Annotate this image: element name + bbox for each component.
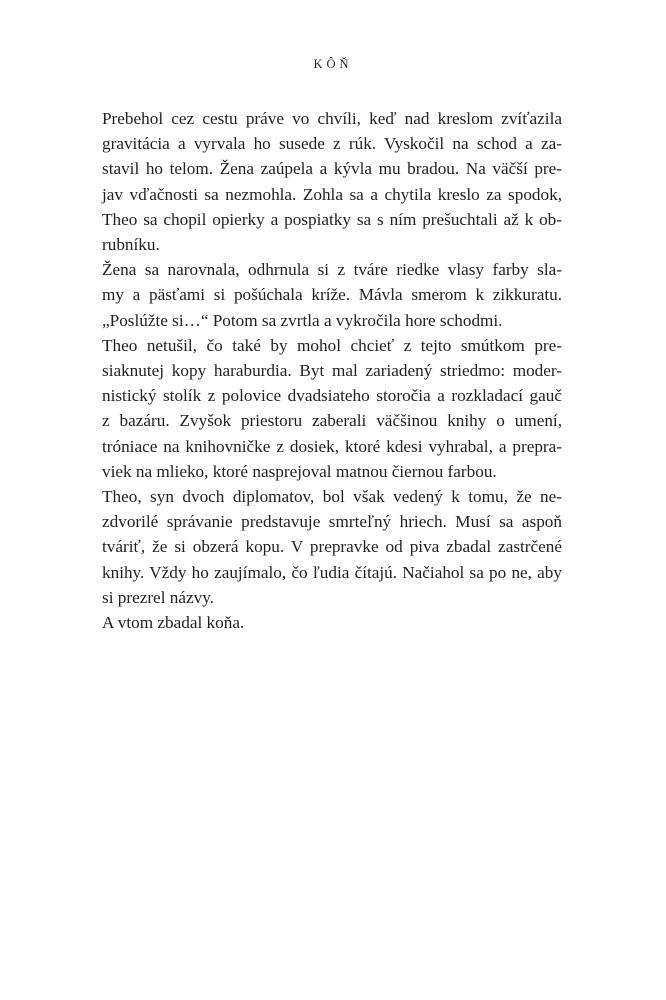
text-line: si prezrel názvy. [102, 587, 214, 607]
text-line: Žena sa narovnala, odhrnula si z tváre riedke vlasy farby sla- [102, 260, 562, 280]
text-line: tróniace na knihovničke z dosiek, ktoré kdesi vyhrabal, a prepra- [102, 436, 562, 456]
paragraph-4 [102, 484, 562, 610]
running-head: KÔŇ [313, 57, 353, 71]
body-text [102, 106, 562, 635]
text-line: jav vďačnosti sa nezmohla. Zohla sa a chytila kreslo za spodok, [102, 184, 562, 204]
text-line: nistický stolík z polovice dvadsiateho storočia a rozkladací gauč [102, 386, 562, 406]
text-line: gravitácia a vyrvala ho susede z rúk. Vyskočil na schod a za- [102, 134, 562, 154]
text-line: Prebehol cez cestu práve vo chvíli, keď nad kreslom zvíťazila [102, 109, 562, 128]
text-line: Theo, syn dvoch diplomatov, bol však vedený k tomu, že ne- [102, 487, 562, 507]
text-line: knihy. Vždy ho zaujímalo, čo ľudia čítajú. Načiahol sa po ne, aby [102, 562, 562, 582]
paragraph-2 [102, 257, 562, 333]
text-line: Theo sa chopil opierky a pospiatky sa s ním prešuchtali až k ob- [102, 209, 562, 229]
text-line: zdvorilé správanie predstavuje smrteľný hriech. Musí sa aspoň [102, 512, 562, 532]
text-line: viek na mlieko, ktoré nasprejoval matnou čiernou farbou. [102, 461, 497, 481]
text-line: Theo netušil, čo také by mohol chcieť z tejto smútkom pre- [102, 335, 562, 355]
text-line: „Poslúžte si…“ Potom sa zvrtla a vykročila hore schodmi. [102, 310, 503, 330]
paragraph-3 [102, 333, 562, 484]
text-line: stavil ho telom. Žena zaúpela a kývla mu bradou. Na väčší pre- [102, 159, 562, 179]
paragraph-5 [102, 610, 562, 635]
text-line: A vtom zbadal koňa. [102, 613, 245, 633]
text-line: my a päsťami si pošúchala kríže. Mávla smerom k zikkuratu. [102, 285, 562, 305]
text-line: siaknutej kopy haraburdia. Byt mal zariadený striedmo: moder- [102, 361, 562, 381]
text-line: tváriť, že si obzerá kopu. V prepravke od piva zbadal zastrčené [102, 537, 562, 557]
paragraph-1 [102, 106, 562, 257]
text-line: z bazáru. Zvyšok priestoru zaberali väčšinou knihy o umení, [102, 411, 562, 431]
text-line: rubníku. [102, 235, 160, 255]
